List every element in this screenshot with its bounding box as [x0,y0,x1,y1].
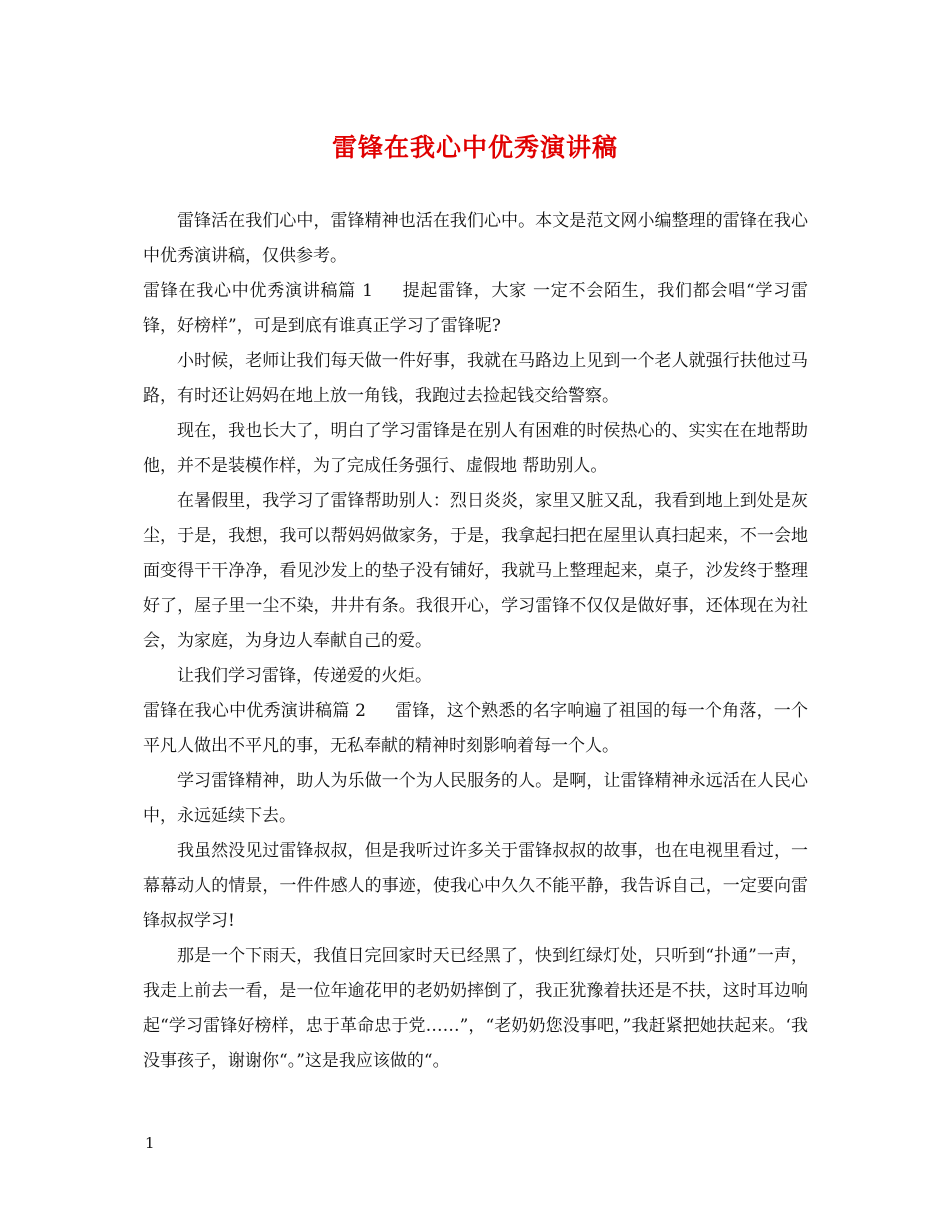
intro-paragraph: 雷锋活在我们心中，雷锋精神也活在我们心中。本文是范文网小编整理的雷锋在我心中优秀演讲稿，仅供参考。 [143,211,808,266]
section-1-paragraph: 现在，我也长大了，明白了学习雷锋是在别人有困难的时侯热心的、实实在在地帮助他，并不是装模作样，为了完成任务强行、虚假地 帮助别人。 [143,421,808,476]
section-2-paragraph: 学习雷锋精神，助人为乐做一个为人民服务的人。是啊，让雷锋精神永远活在人民心中，永远延续下去。 [143,771,808,826]
page-number: 1 [145,1134,155,1152]
section-2-paragraph: 那是一个下雨天，我值日完回家时天已经黑了，快到红绿灯处，只听到“扑通”一声，我走上前去一看，是一位年逾花甲的老奶奶摔倒了，我正犹豫着扶还是不扶，这时耳边响起“学习雷锋好榜样，忠于革命忠于党……”，“老奶奶您没事吧，”我赶紧把她扶起来。‘我没事孩子，谢谢你“。”这是我应该做的“。 [143,946,808,1071]
section-1-lead-text: 提起雷锋，大家 一定不会陌生，我们都会唱“学习雷锋，好榜样”，可是到底有谁真正学习了雷锋呢? [143,281,808,336]
section-2-lead-text: 雷锋，这个熟悉的名字响遍了祖国的每一个角落，一个平凡人做出不平凡的事，无私奉献的精神时刻影响着每一个人。 [143,701,808,756]
section-2-lead-paragraph [143,694,808,764]
section-1-lead-paragraph [143,274,808,344]
section-1-paragraph: 在暑假里，我学习了雷锋帮助别人：烈日炎炎，家里又脏又乱，我看到地上到处是灰尘，于是，我想，我可以帮妈妈做家务，于是，我拿起扫把在屋里认真扫起来，不一会地面变得干干净净，看见沙发上的垫子没有铺好，我就马上整理起来，桌子，沙发终于整理好了，屋子里一尘不染，井井有条。我很开心，学习雷锋不仅仅是做好事，还体现在为社会，为家庭，为身边人奉献自己的爱。 [143,491,808,651]
document-title: 雷锋在我心中优秀演讲稿 [331,133,618,162]
document-body [143,204,808,1079]
section-2-paragraph: 我虽然没见过雷锋叔叔，但是我听过许多关于雷锋叔叔的故事，也在电视里看过，一幕幕动人的情景，一件件感人的事迹，使我心中久久不能平静，我告诉自己，一定要向雷锋叔叔学习! [143,841,808,931]
section-1-paragraph: 小时候，老师让我们每天做一件好事，我就在马路边上见到一个老人就强行扶他过马路，有时还让妈妈在地上放一角钱，我跑过去捡起钱交给警察。 [143,351,808,406]
section-1-paragraph: 让我们学习雷锋，传递爱的火炬。 [177,666,432,686]
section-2-heading: 雷锋在我心中优秀演讲稿篇 2 [143,701,366,721]
section-1-heading: 雷锋在我心中优秀演讲稿篇 1 [143,281,373,301]
